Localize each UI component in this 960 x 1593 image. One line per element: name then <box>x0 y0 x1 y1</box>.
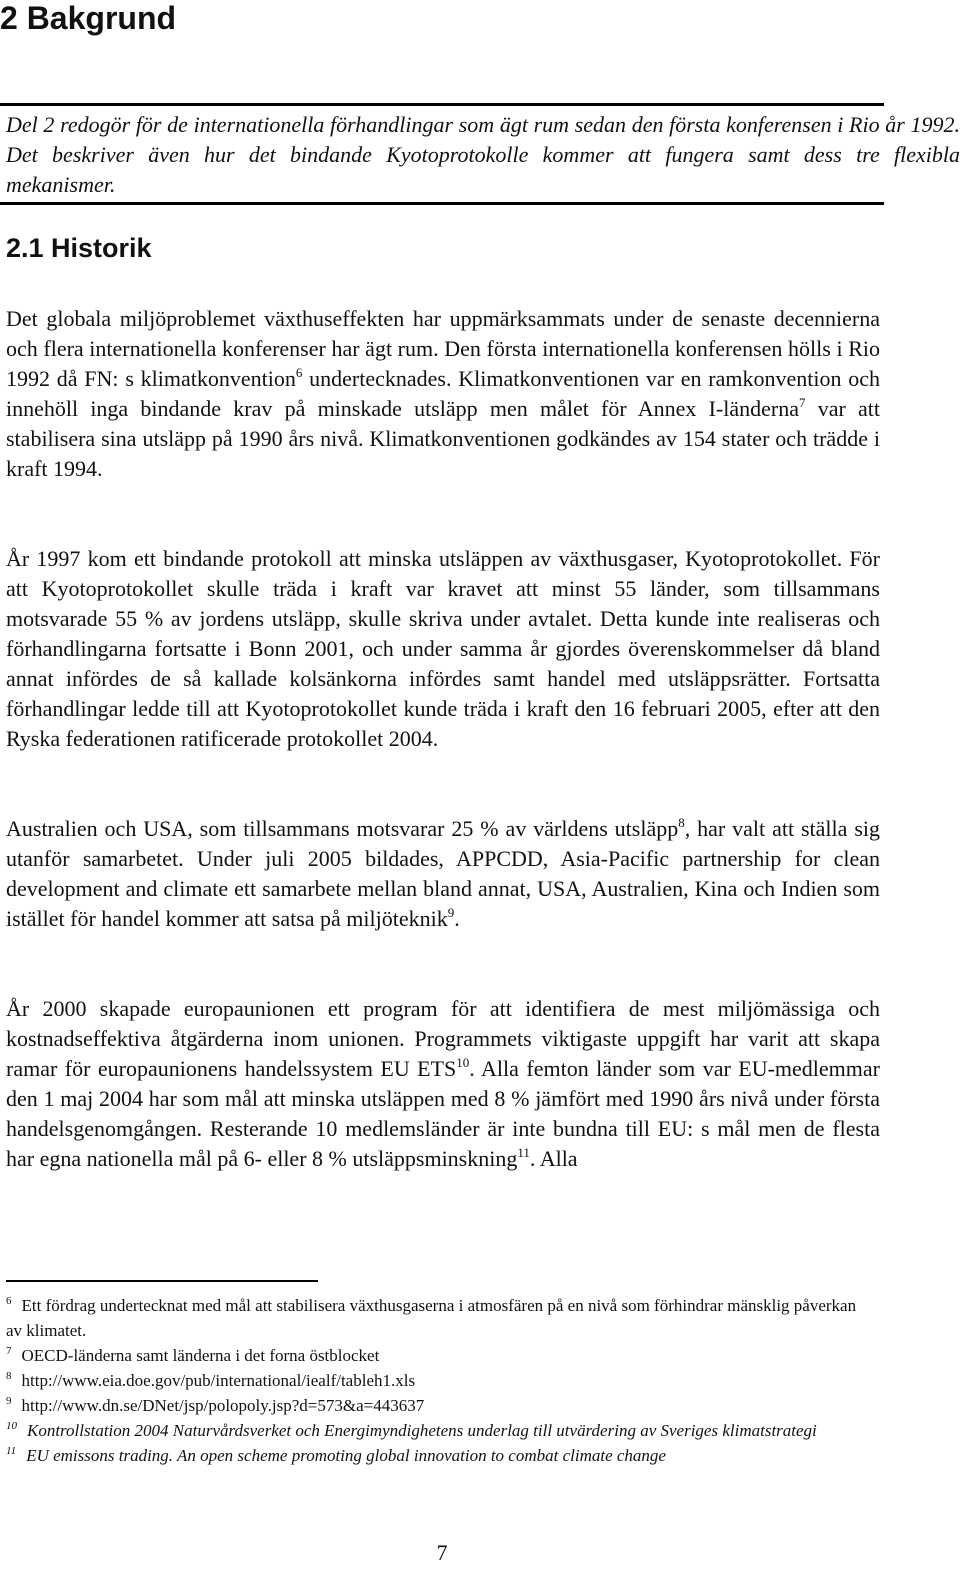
paragraph-3-text-a: Australien och USA, som tillsammans motsvarar 25 % av världens utsläpp <box>6 816 679 841</box>
section-heading: 2.1 Historik <box>6 233 152 263</box>
footnote-number: 9 <box>6 1395 12 1407</box>
intro-bottom-rule <box>0 202 884 205</box>
footnote <box>6 1343 876 1368</box>
footnote <box>6 1368 876 1393</box>
footnote-ref-11[interactable]: 11 <box>517 1145 530 1160</box>
footnote <box>6 1443 876 1468</box>
footnote <box>6 1418 876 1443</box>
footnote-ref-9[interactable]: 9 <box>447 905 455 920</box>
footnote-text: EU emissons trading. An open scheme promoting global innovation to combat climate change <box>26 1446 666 1465</box>
paragraph-1 <box>6 304 880 484</box>
footnote-ref-7[interactable]: 7 <box>798 395 806 410</box>
footnote <box>6 1293 876 1343</box>
paragraph-4 <box>6 994 880 1174</box>
paragraph-4-text-a: År 2000 skapade europaunionen ett program för att identifiera de mest miljömässiga och kostnadseffektiva åtgärderna inom unionen. Programmets viktigaste uppgift har varit att skapa ramar för europaunionens handelssystem EU ETS <box>6 996 880 1081</box>
footnote-number: 10 <box>6 1420 17 1432</box>
footnote-text: OECD-länderna samt länderna i det forna östblocket <box>21 1346 380 1365</box>
paragraph-1-text-b: undertecknades. Klimatkonventionen var en ramkonvention och innehöll inga bindande krav på minskade utsläpp men målet för Annex I-länderna <box>6 366 880 421</box>
footnote-number: 6 <box>6 1295 12 1307</box>
page-number: 7 <box>436 1540 448 1565</box>
footnote-link[interactable]: http://www.eia.doe.gov/pub/international/iealf/tableh1.xls <box>21 1371 416 1390</box>
footnote-ref-10[interactable]: 10 <box>456 1055 470 1070</box>
footnote-number: 7 <box>6 1345 12 1357</box>
footnote <box>6 1393 876 1418</box>
paragraph-3-text-b: , har valt att ställa sig utanför samarbetet. Under juli 2005 bildades, APPCDD, Asia-Pacific partnership for clean development and climate ett samarbete mellan bland annat, USA, Australien, Kina och Indien som istället för handel kommer att satsa på miljöteknik <box>6 816 880 931</box>
footnote-text: Ett fördrag undertecknat med mål att stabilisera växthusgaserna i atmosfären på en nivå som förhindrar mänsklig påverkan av klimatet. <box>6 1296 857 1340</box>
paragraph-1-text-a: Det globala miljöproblemet växthuseffekten har uppmärksammats under de senaste decennierna och flera internationella konferenser har ägt rum. Den första internationella konferensen hölls i Rio 1992 då FN: s klimatkonvention <box>6 306 880 391</box>
footnote-ref-8[interactable]: 8 <box>678 815 685 830</box>
footnote-link[interactable]: http://www.dn.se/DNet/jsp/polopoly.jsp?d=573&a=443637 <box>21 1396 425 1415</box>
intro-top-rule <box>0 103 884 106</box>
paragraph-4-text-b: . Alla femton länder som var EU-medlemmar den 1 maj 2004 har som mål att minska utsläppen med 8 % jämfört med 1990 års nivå under första handelsgenomgången. Resterande 10 medlemsländer är inte bundna till EU: s mål men de flesta har egna nationella mål på 6- eller 8 % utsläppsminskning <box>6 1056 880 1171</box>
chapter-heading: 2 Bakgrund <box>0 0 177 36</box>
chapter-intro: Del 2 redogör för de internationella förhandlingar som ägt rum sedan den första konferensen i Rio år 1992. Det beskriver även hur det bindande Kyotoprotokolle kommer att fungera samt dess tre flexibla mekanismer. <box>6 112 960 197</box>
footnote-separator <box>6 1280 318 1282</box>
paragraph-1-text-c: var att stabilisera sina utsläpp på 1990 års nivå. Klimatkonventionen godkändes av 154 stater och trädde i kraft 1994. <box>6 396 880 481</box>
paragraph-2: År 1997 kom ett bindande protokoll att minska utsläppen av växthusgaser, Kyotoprotokollet. För att Kyotoprotokollet skulle träda i kraft var kravet att minst 55 länder, som tillsammans motsvarade 55 % av jordens utsläpp, skulle skriva under avtalet. Detta kunde inte realiseras och förhandlingarna fortsatte i Bonn 2001, och under samma år gjordes överenskommelser då bland annat infördes de så kallade kolsänkorna infördes samt handel med utsläppsrätter. Fortsatta förhandlingar ledde till att Kyotoprotokollet kunde träda i kraft den 16 februari 2005, efter att den Ryska federationen ratificerade protokollet 2004. <box>6 546 880 751</box>
paragraph-3-text-c: . <box>454 906 460 931</box>
paragraph-4-text-c: . Alla <box>529 1146 578 1171</box>
footnote-number: 8 <box>6 1370 12 1382</box>
footnotes <box>6 1293 876 1468</box>
footnote-ref-6[interactable]: 6 <box>295 365 303 380</box>
footnote-text: Kontrollstation 2004 Naturvårdsverket och Energimyndighetens underlag till utvärdering av Sveriges klimatstrategi <box>27 1421 817 1440</box>
footnote-number: 11 <box>6 1445 17 1457</box>
paragraph-3 <box>6 814 880 934</box>
